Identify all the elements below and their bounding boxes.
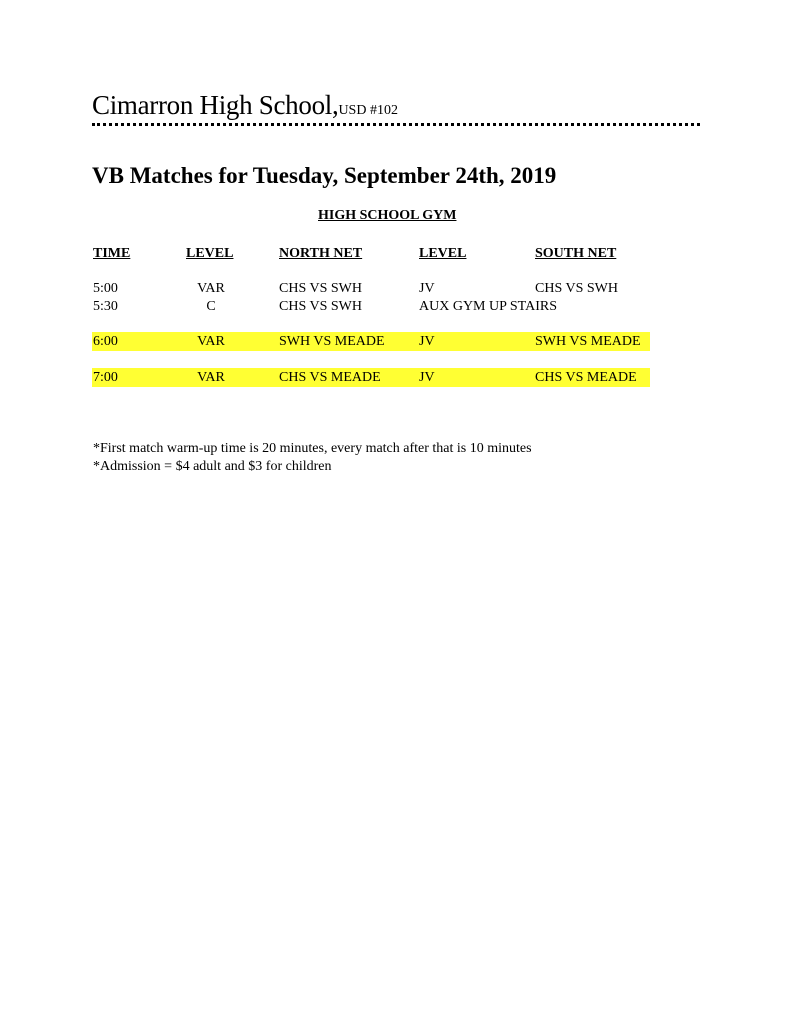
column-header-level-2: LEVEL [419, 246, 467, 261]
cell-level: VAR [197, 370, 225, 385]
cell-level-2: AUX GYM UP STAIRS [419, 299, 557, 314]
note-warmup: *First match warm-up time is 20 minutes, every match after that is 10 minutes [93, 441, 532, 456]
cell-south-net: CHS VS MEADE [535, 370, 637, 385]
school-name: Cimarron High School, [92, 90, 339, 120]
cell-level: C [206, 299, 216, 314]
cell-time: 7:00 [93, 370, 118, 385]
note-admission: *Admission = $4 adult and $3 for children [93, 459, 332, 474]
cell-north-net: CHS VS MEADE [279, 370, 381, 385]
cell-time: 6:00 [93, 334, 118, 349]
cell-level-2: JV [419, 370, 435, 385]
column-header-time: TIME [93, 246, 131, 261]
cell-time: 5:00 [93, 281, 118, 296]
cell-level-2: JV [419, 281, 435, 296]
cell-south-net: CHS VS SWH [535, 281, 618, 296]
cell-north-net: CHS VS SWH [279, 281, 362, 296]
column-header-north-net: NORTH NET [279, 246, 363, 261]
cell-south-net: SWH VS MEADE [535, 334, 641, 349]
cell-level: VAR [197, 281, 225, 296]
page-title: VB Matches for Tuesday, September 24th, 2019 [92, 163, 557, 188]
cell-north-net: CHS VS SWH [279, 299, 362, 314]
column-header-south-net: SOUTH NET [535, 246, 617, 261]
venue-heading: HIGH SCHOOL GYM [318, 208, 457, 223]
dotted-divider [92, 123, 700, 126]
cell-level-2: JV [419, 334, 435, 349]
district-number: USD #102 [338, 103, 398, 118]
document-header [92, 90, 398, 121]
cell-time: 5:30 [93, 299, 118, 314]
column-header-level: LEVEL [186, 246, 234, 261]
cell-north-net: SWH VS MEADE [279, 334, 385, 349]
cell-level: VAR [197, 334, 225, 349]
